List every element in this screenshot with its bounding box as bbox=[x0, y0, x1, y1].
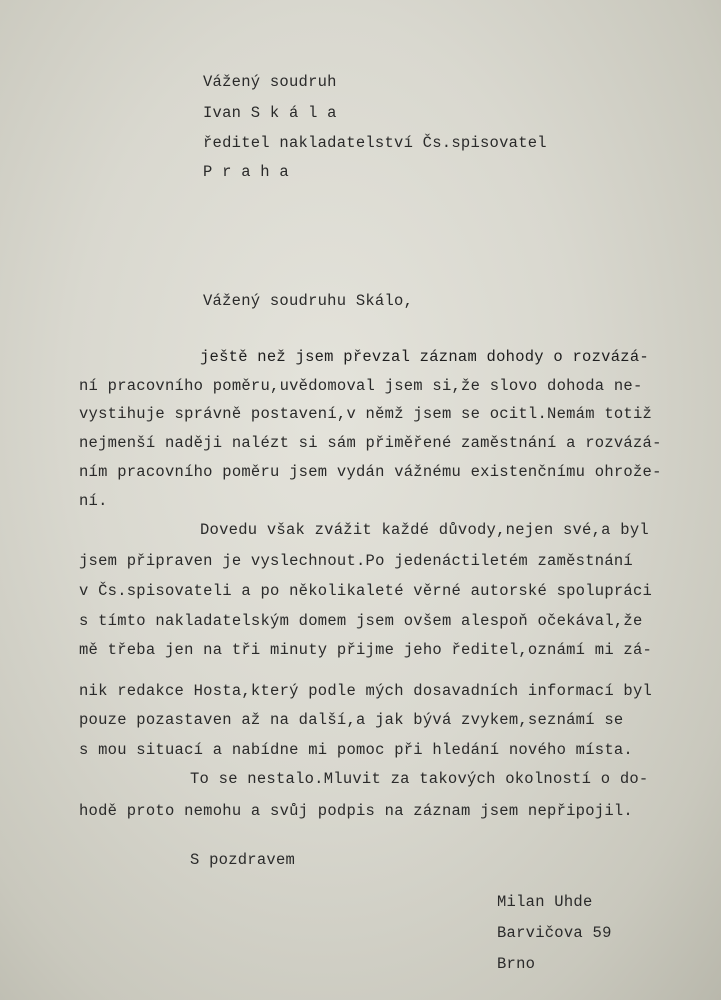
body-line: pouze pozastaven až na další,a jak bývá zvykem,seznámí se bbox=[79, 711, 624, 729]
body-line: s tímto nakladatelským domem jsem ovšem alespoň očekával,že bbox=[79, 612, 643, 630]
body-line: mě třeba jen na tři minuty přijme jeho ředitel,oznámí mi zá- bbox=[79, 641, 653, 659]
body-line: nik redakce Hosta,který podle mých dosavadních informací byl bbox=[79, 682, 653, 700]
body-line: nejmenší naději nalézt si sám přiměřené zaměstnání a rozvázá- bbox=[79, 434, 662, 452]
body-line: s mou situací a nabídne mi pomoc při hledání nového místa. bbox=[79, 741, 633, 759]
signature-name: Milan Uhde bbox=[497, 893, 593, 911]
signature-street: Barvičova 59 bbox=[497, 924, 612, 942]
body-line: hodě proto nemohu a svůj podpis na záznam jsem nepřipojil. bbox=[79, 802, 633, 820]
body-line: jsem připraven je vyslechnout.Po jedenáctiletém zaměstnání bbox=[79, 552, 633, 570]
body-line: ním pracovního poměru jsem vydán vážnému existenčnímu ohrože- bbox=[79, 463, 662, 481]
address-position: ředitel nakladatelství Čs.spisovatel bbox=[203, 134, 547, 152]
closing: S pozdravem bbox=[190, 851, 296, 869]
signature-city: Brno bbox=[497, 955, 536, 973]
address-salutation: Vážený soudruh bbox=[203, 73, 337, 91]
body-line: vystihuje správně postavení,v němž jsem se ocitl.Nemám totiž bbox=[79, 405, 653, 423]
body-line: ještě než jsem převzal záznam dohody o rozvázá- bbox=[200, 348, 649, 366]
body-line: Dovedu však zvážit každé důvody,nejen své,a byl bbox=[200, 521, 649, 539]
body-line: ní pracovního poměru,uvědomoval jsem si,že slovo dohoda ne- bbox=[79, 377, 643, 395]
body-line: v Čs.spisovateli a po několikaleté věrné autorské spolupráci bbox=[79, 582, 653, 600]
body-line: To se nestalo.Mluvit za takových okolností o do- bbox=[190, 770, 649, 788]
greeting: Vážený soudruhu Skálo, bbox=[203, 292, 414, 310]
body-line: ní. bbox=[79, 492, 108, 510]
address-name: Ivan S k á l a bbox=[203, 104, 337, 122]
address-city: P r a h a bbox=[203, 163, 289, 181]
